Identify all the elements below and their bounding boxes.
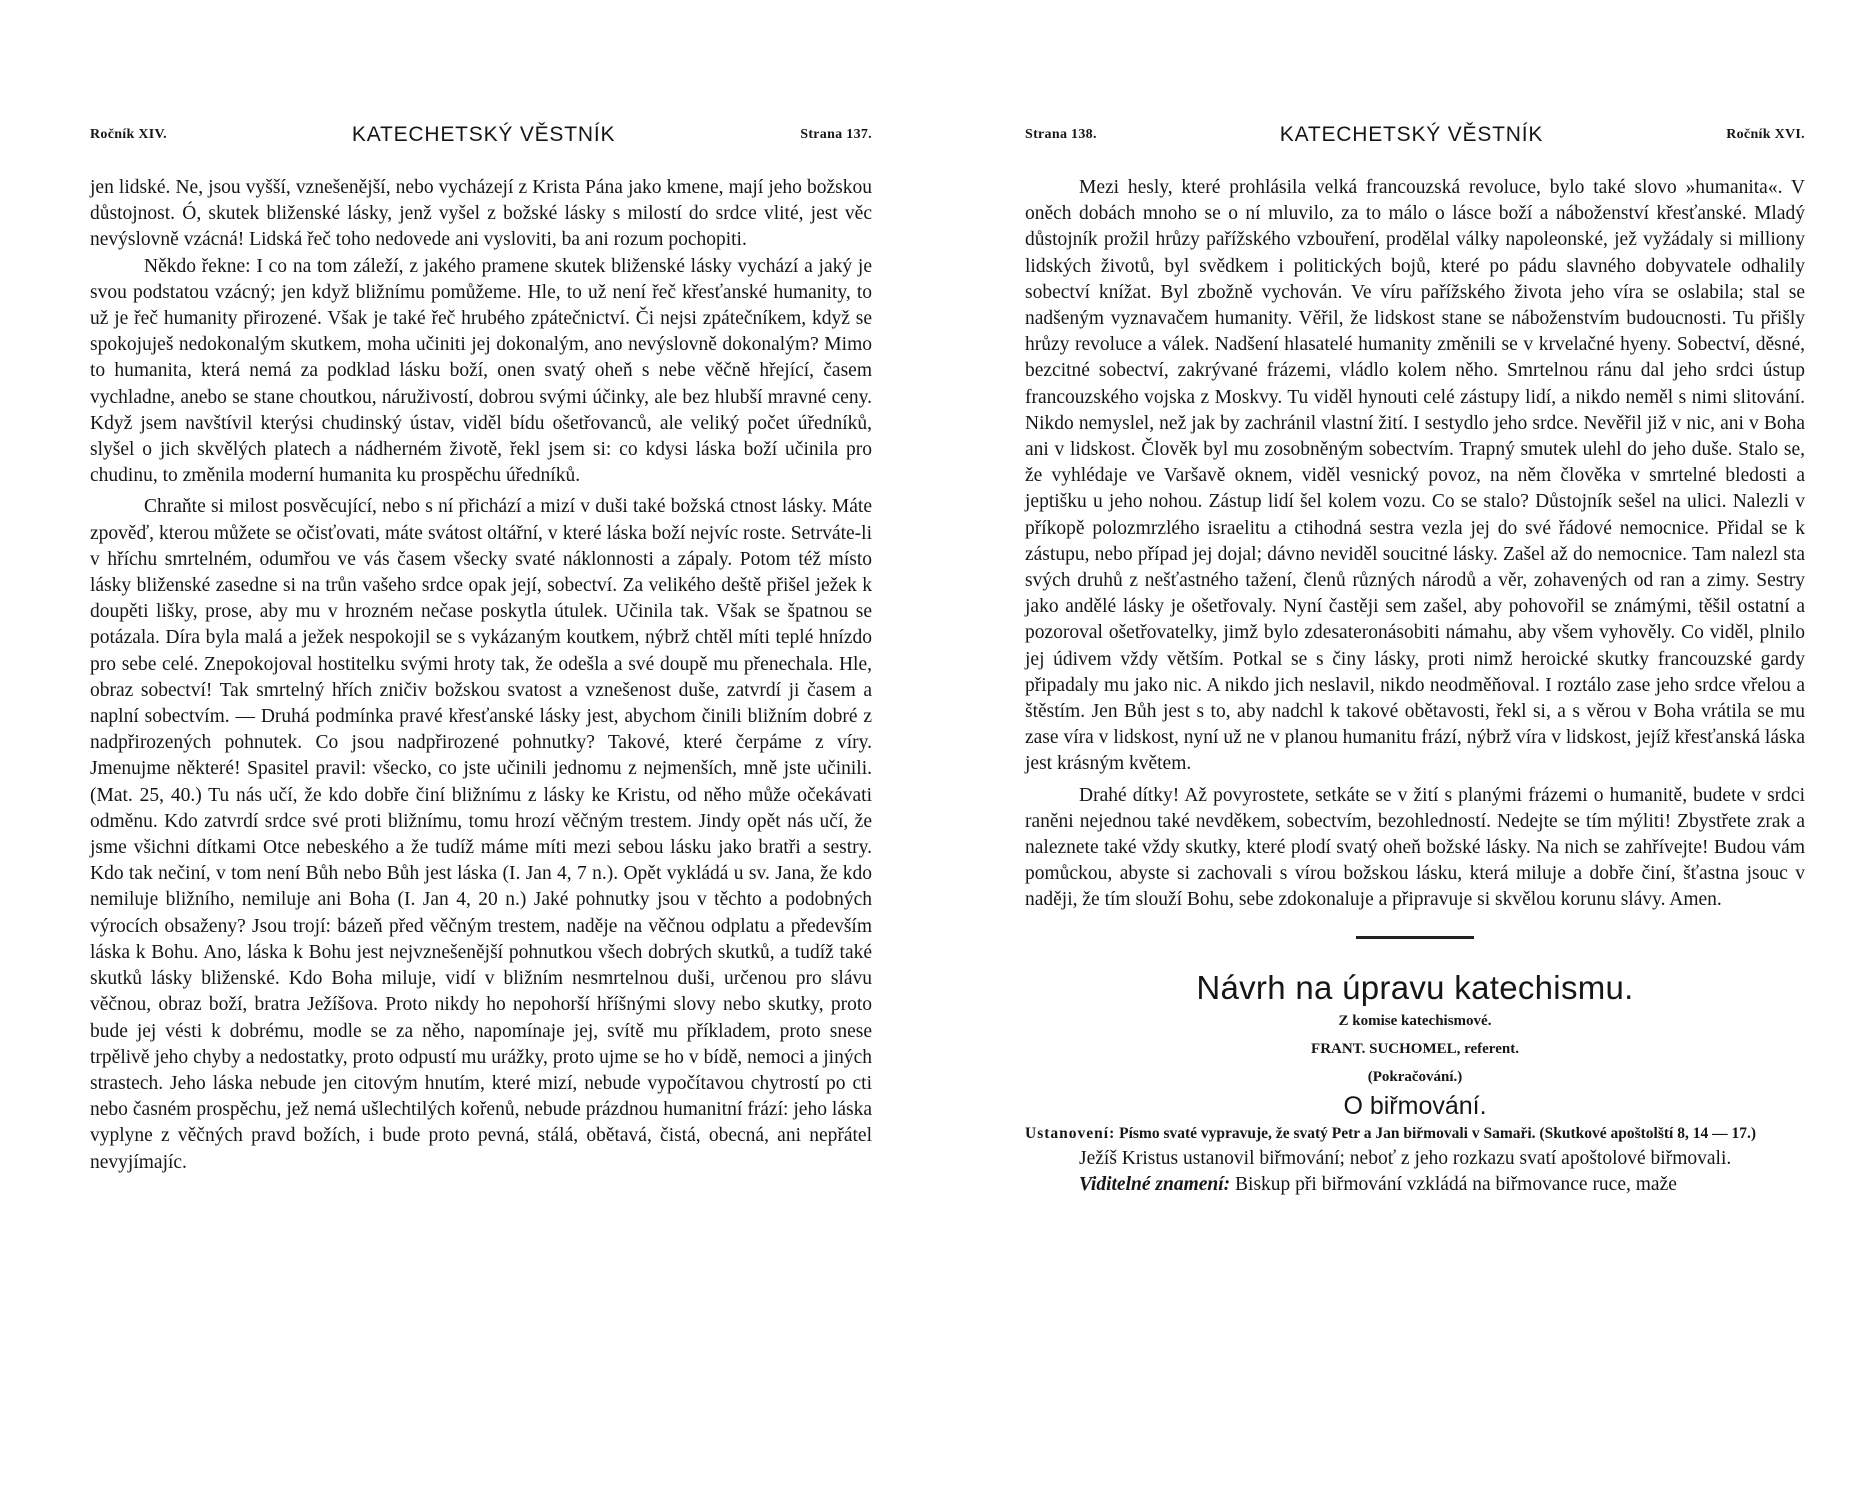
referent-line: FRANT. SUCHOMEL, referent. [1311, 1040, 1519, 1057]
institution-note [1025, 1121, 1805, 1146]
paragraph: Chraňte si milost posvěcující, nebo s ní přichází a mizí v duši také božská ctnost lásky. Máte zpověď, kterou můžete se očisťovati, máte svátost oltářní, v které láska boží nejvíc roste. Setrváte-li v hříchu smrtelném, odumřou ve vás časem všecky svaté náklonnosti a zápaly. Potom též místo lásky bliženské zasedne si na trůn vašeho srdce opak její, sobectví. Za velikého deště přišel ježek k doupěti lišky, prose, aby mu v hrozném nečase poskytla útulek. Učinila tak. Však se špatnou se potázala. Díra byla malá a ježek nespokojil se s vykázaným koutkem, nýbrž chtěl míti teplé hnízdo pro sebe celé. Znepokojoval hostitelku svými hroty tak, že odešla a své doupě mu přenechala. Hle, obraz sobectví! Tak smrtelný hřích zničiv božskou svatost a vznešenost duše, zatvrdí ji časem a naplní sobectvím. — Druhá podmínka pravé křesťanské lásky jest, abychom činili bližním dobré z nadpřirozených pohnutek. Co jsou nadpřirozené pohnutky? Takové, které čerpáme z víry. Jmenujme některé! Spasitel pravil: všecko, co jste učinili jednomu z nejmenších, mně jste učinili. (Mat. 25, 40.) Tu nás učí, že kdo dobře činí bližnímu z lásky ke Kristu, od něho může očekávati odměnu. Kdo zatvrdí srdce své proti bližnímu, tomu hrozí věčným trestem. Jindy opět nás učí, že jsme všichni dítkami Otce nebeského a že tudíž máme míti mezi sebou lásku jako bratři a sestry. Kdo tak nečiní, v tom není Bůh nebo Bůh jest láska (I. Jan 4, 7 n.). Opět vykládá u sv. Jana, že kdo nemiluje bližního, nemiluje ani Boha (I. Jan 4, 20 n.) Jaké pohnutky jsou v těchto a podobných výrocích obsaženy? Jsou trojí: bázeň před věčným trestem, naděje na věčnou odplatu a především láska k Bohu. Ano, láska k Bohu jest nejvznešenější pohnutkou všech dobrých skutků, a tudíž také skutků lásky bliženské. Kdo Boha miluje, vidí v bližním nesmrtelnou duši, určenou pro slávu věčnou, obraz boží, bratra Ježíšova. Proto nikdy ho nepohorší hříšnými slovy nebo skutky, proto bude jej vésti k dobrému, modle se za něho, napomínaje jej, svítě mu příkladem, proto snese trpělivě jeho chyby a nedostatky, proto odpustí mu urážky, proto ujme se ho v bídě, nemoci a jiných strastech. Jeho láska nebude jen citovým hnutím, které mizí, nebude vypočítavou chytrostí po cti nebo časném prospěchu, jež nemá ušlechtilých kořenů, nebude prázdnou humanitní frází: jeho láska vyplyne z věčných pravd božích, i bude proto pevná, stálá, obětavá, čistá, obecná, ani nepřátel nevyjímajíc. [90, 496, 872, 1173]
page-number: Strana 138. [1025, 127, 1097, 142]
journal-title: KATECHETSKÝ VĚSTNÍK [1279, 123, 1544, 146]
section-title: Návrh na úpravu katechismu. [1196, 968, 1634, 1006]
right-page-header [1025, 122, 1805, 148]
journal-title: KATECHETSKÝ VĚSTNÍK [351, 123, 616, 146]
paragraph: Drahé dítky! Až povyrostete, setkáte se v žití s planými frázemi o humanitě, budete v srdci raněni nejednou také nevděkem, sobectvím, bezohledností. Nedejte se tím mýliti! Zbystřete zrak a naleznete také vždy skutky, které plodí svatý oheň božské lásky. Na nich se zahřívejte! Budou vám pomůckou, abyste si zachovali s vírou božskou lásku, která miluje a dobře činí, šťastna jsouc v naději, že tím slouží Bohu, sebe zdokonaluje a připravuje si skvělou korunu slávy. Amen. [1025, 784, 1805, 911]
paragraph: Někdo řekne: I co na tom záleží, z jakého pramene skutek bliženské lásky vychází a jaký je svou podstatou vzácný; jen když bližnímu pomůžeme. Hle, to už není řeč křesťanské humanity, to už je řeč humanity přirozené. Však je také řeč hrubého zpátečnictví. Či nejsi zpátečníkem, když se spokojuješ nedokonalým skutkem, moha učiniti jej dokonalým, ano nevýslovně dokonalým? Mimo to humanita, která nemá za podklad lásku boží, onen svatý oheň s nebe věčně hřející, časem vychladne, anebo se stane choutkou, náruživostí, dobrou svými účinky, ale bez hlubší mravné ceny. Když jsem navštívil kterýsi chudinský ústav, viděl bídu ošetřovanců, ale veliký počet úředníků, slyšel o jich skvělých platech a nádherném životě, řekl jsem si: co kdysi láska boží učinila pro chudinu, to změnila moderní humanita ku prospěchu úředníků. [90, 255, 872, 487]
sign-paragraph [1025, 1172, 1805, 1198]
continued-note: (Pokračování.) [1367, 1068, 1463, 1085]
left-page-header [90, 122, 872, 148]
paragraph: Ježíš Kristus ustanovil biřmování; neboť z jeho rozkazu svatí apoštolové biřmovali. [1079, 1147, 1732, 1169]
sign-label: Viditelné znamení: [1079, 1173, 1231, 1195]
right-text-column [1025, 175, 1805, 1198]
sign-text: Biskup při biřmování vzkládá na biřmovance ruce, maže [1235, 1173, 1677, 1195]
institution-text: Písmo svaté vypravuje, že svatý Petr a Jan biřmovali v Samaři. (Skutkové apoštolští 8, 14 — 17.) [1119, 1124, 1757, 1142]
subsection-title: O biřmování. [1343, 1091, 1487, 1120]
left-text-column [90, 175, 872, 1176]
institution-label: Ustanovení: [1025, 1124, 1116, 1142]
committee-line: Z komise katechismové. [1338, 1012, 1492, 1029]
paragraph: jen lidské. Ne, jsou vyšší, vznešenější, nebo vycházejí z Krista Pána jako kmene, mají jeho božskou důstojnost. Ó, skutek bliženské lásky, jenž vyšel z božské lásky s milostí do srdce vlité, jest věc nevýslovně vzácná! Lidská řeč toho nedovede ani vysloviti, ba ani rozum pochopiti. [90, 177, 872, 251]
volume-label: Ročník XVI. [1726, 127, 1805, 142]
paragraph: Mezi hesly, které prohlásila velká francouzská revoluce, bylo také slovo »humanita«. V oněch dobách mnoho se o ní mluvilo, za to málo o lásce boží a náboženství křesťanské. Mladý důstojník prožil hrůzy pařížského vzbouření, prodělal války napoleonské, jež vyžádaly si milliony lidských životů, byl svědkem i politických bojů, které po pádu slavného dobyvatele odhalily sobectví knížat. Byl zbožně vychován. Ve víru pařížského života jeho víra se oslabila; stal se nadšeným vyznavačem humanity. Věřil, že lidskost stane se náboženstvím budoucnosti. Tu přišly hrůzy revoluce a válek. Nadšení hlasatelé humanity změnili se v krvelačné hyeny. Sobectví, děsné, bezcitné sobectví, zakrývané frázemi, vládlo kolem něho. Smrtelnou ránu dal jeho srdci ústup francouzského vojska z Moskvy. Tu viděl hynouti celé zástupy lidí, a nikdo neměl s nimi slitování. Nikdo nemyslel, než jak by zachránil vlastní žití. I sestydlo jeho srdce. Nevěřil již v nic, ani v Boha ani v lidskost. Člověk byl mu zosobněným sobectvím. Trapný smutek ulehl do jeho duše. Stalo se, že vyhlédaje ve Varšavě oknem, viděl vesnický povoz, na něm člověka v smrtelné bledosti a jeptišku u jeho nohou. Zástup lidí šel kolem vozu. Co se stalo? Důstojník sešel na ulici. Nalezli v příkopě polozmrzlého israelitu a ctihodná sestra vezla jej do své řádové nemocnice. Přidal se k zástupu, nebo případ jej dojal; dávno neviděl soucitné lásky. Zašel až do nemocnice. Tam nalezl sta svých druhů z nešťastného tažení, členů různých národů a věr, zohavených od ran a zimy. Sestry jako andělé lásky je ošetřovaly. Nyní častěji sem zašel, aby pohovořil se známými, těšil ostatní a pozoroval ošetřovatelky, jimž bylo zdesateronásobiti námahu, aby všem vyhověly. Co viděl, plnilo jej údivem vždy větším. Potkal se s činy lásky, proti nimž heroické skutky francouzské gardy připadaly mu jako nic. A nikdo jich neslavil, nikdo neodměňoval. I roztálo zase jeho srdce vřelou a štěstím. Jen Bůh jest s to, aby nadchl k takové obětavosti, řekl si, a s věrou v Boha vrátila se mu zase víra v lidskost, nyní už ne v planou humanitu frází, nýbrž víra v lidskost, jejíž křesťanská láska jest krásným květem. [1025, 177, 1805, 775]
page-number: Strana 137. [800, 127, 872, 142]
volume-label: Ročník XIV. [90, 127, 167, 142]
right-page [937, 0, 1874, 1500]
section-divider [1356, 936, 1474, 939]
